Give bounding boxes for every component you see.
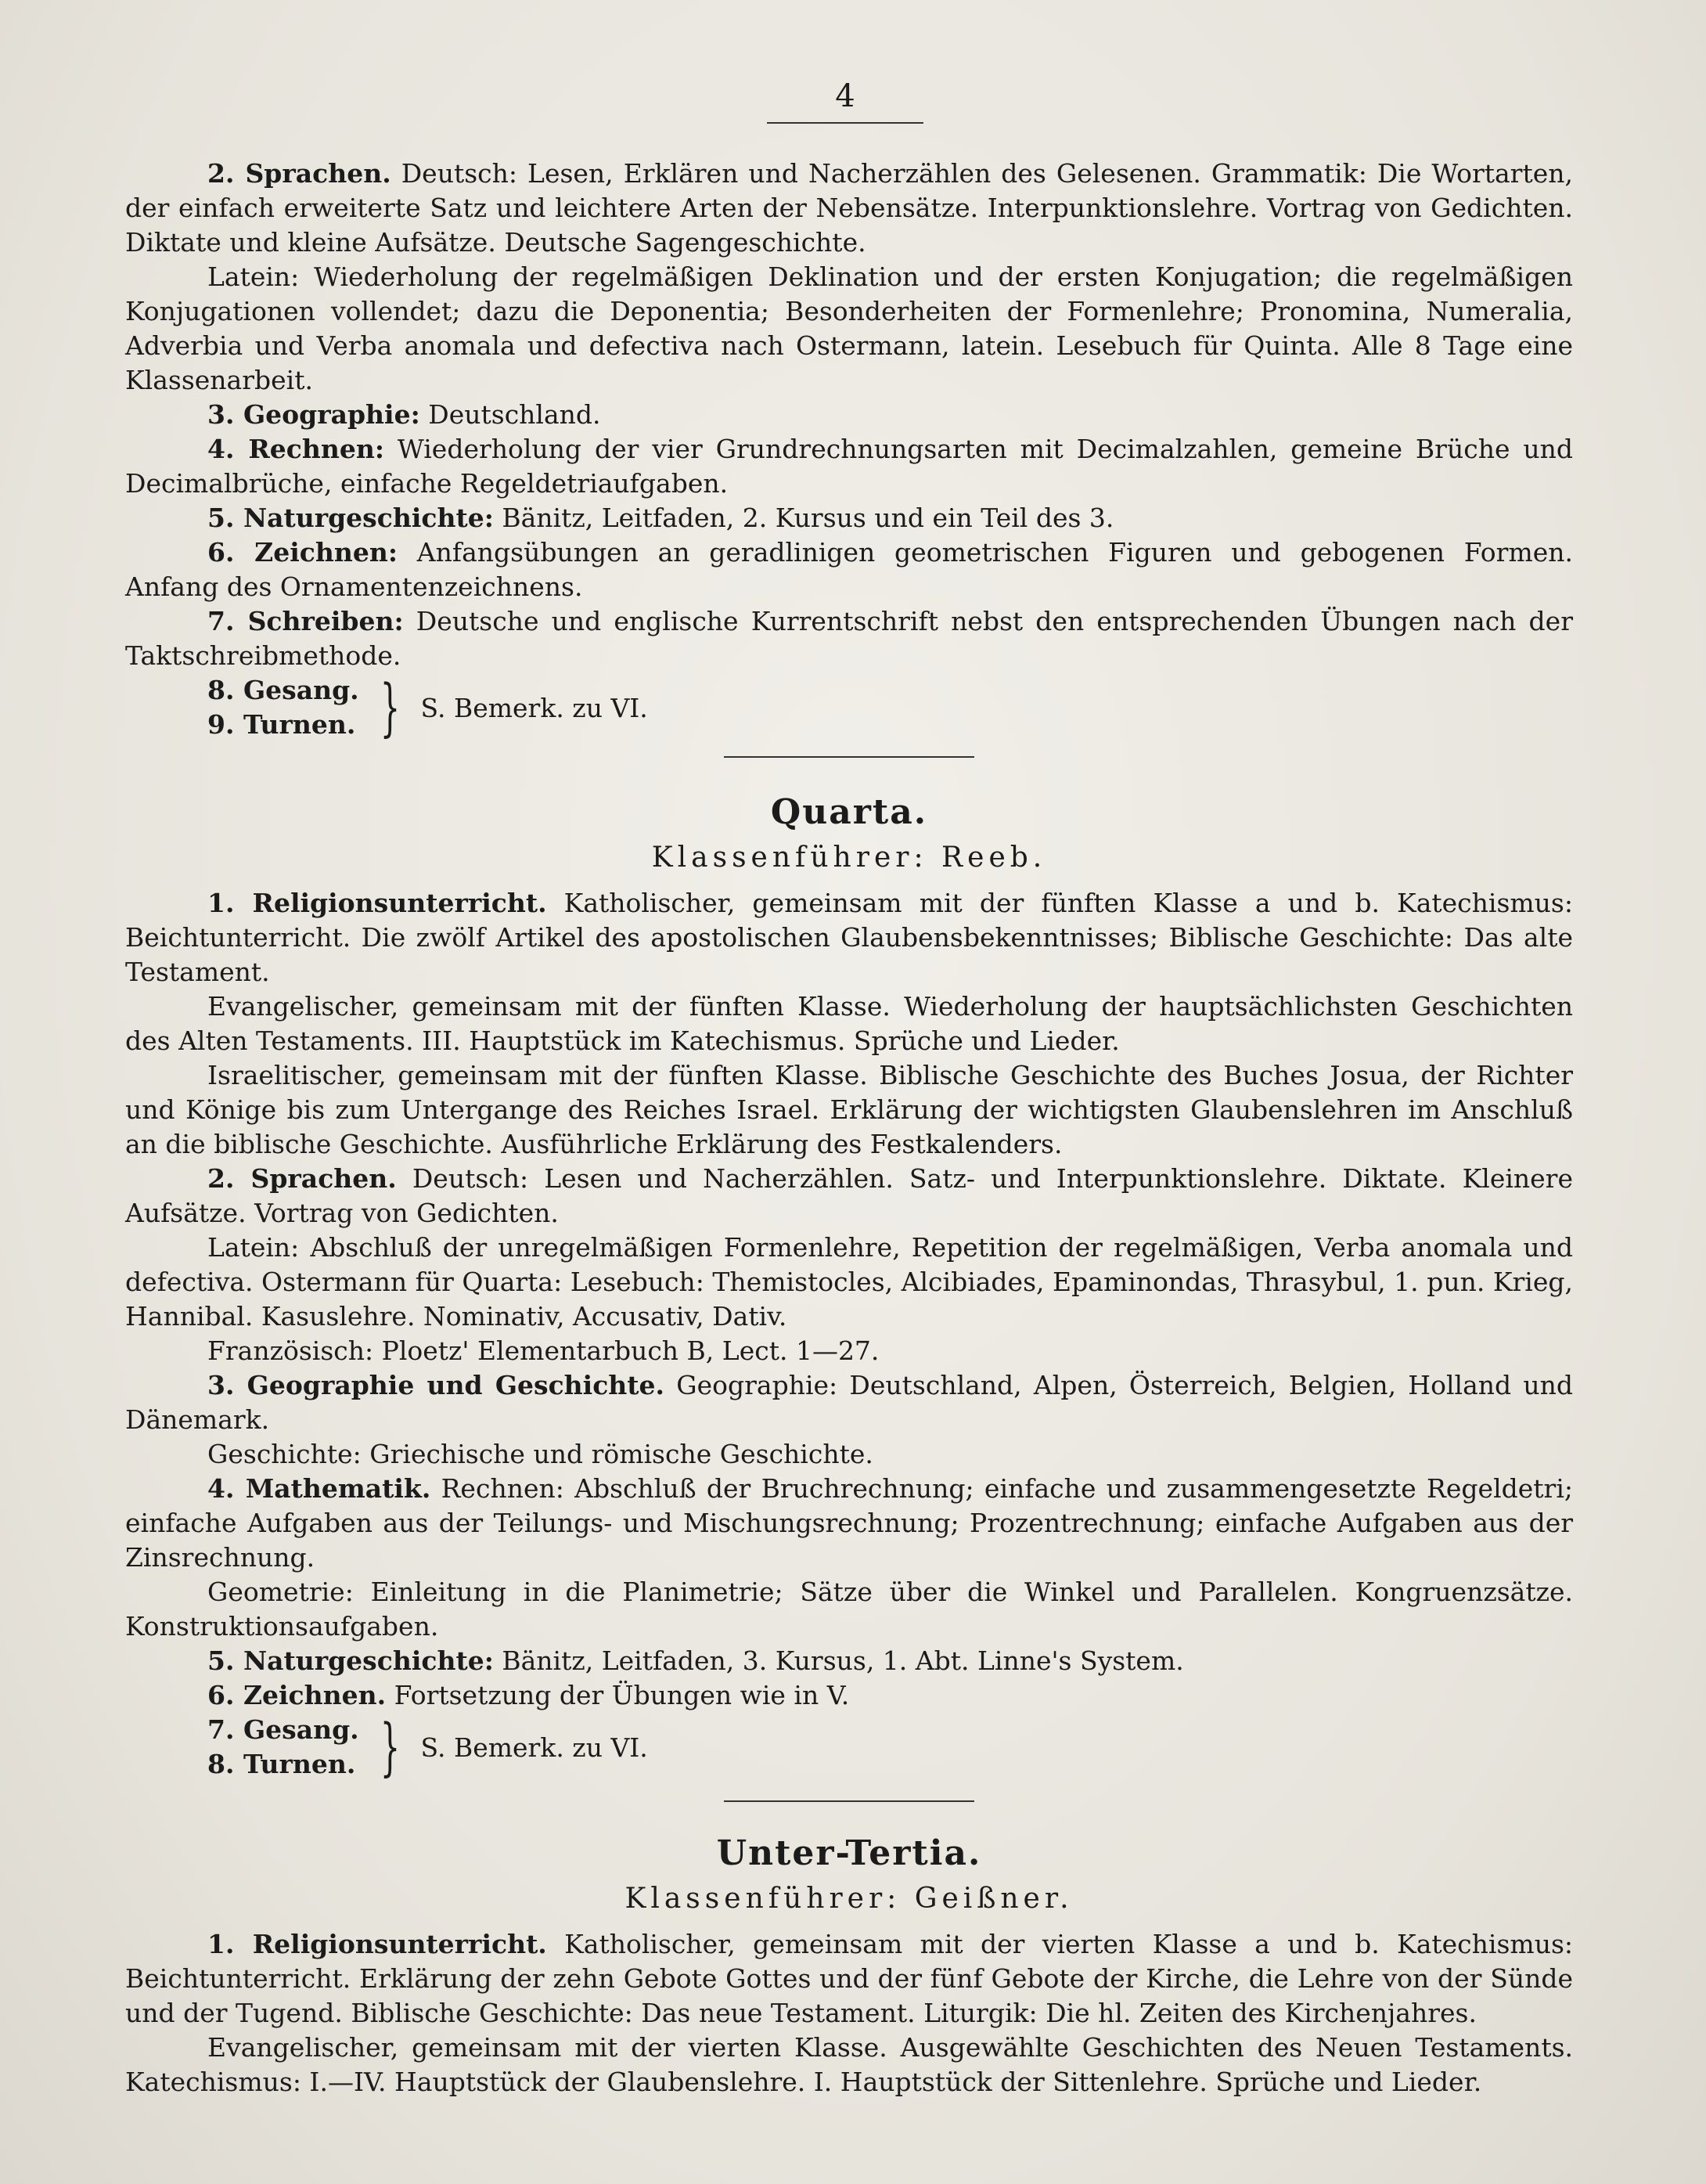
paragraph-text: Deutschland.: [419, 399, 601, 430]
paragraph: [125, 1644, 1573, 1678]
paragraph-text: Katholischer, gemeinsam mit der vierten Klasse a und b. Katechismus: Beichtunterricht. Erklärung der zehn Gebote Gottes und der fünf Gebote der Kirche, die Lehre von der Sünde und der Tugend. Biblische Geschichte: Das neue Testament. Liturgik: Die hl. Zeiten des Kirchenjahres.: [125, 1929, 1573, 2028]
brace-item: 8. Turnen.: [207, 1749, 356, 1779]
section-divider: [724, 756, 974, 758]
paragraph-label: 4. Rechnen:: [207, 434, 385, 464]
paragraph-text: Israelitischer, gemeinsam mit der fünften Klasse. Biblische Geschichte des Buches Josua, der Richter und Könige bis zum Untergange des Reiches Israel. Erklärung der wichtigsten Glaubenslehren im Anschluß an die biblische Geschichte. Ausführliche Erklärung des Festkalenders.: [125, 1060, 1573, 1159]
brace-item: 9. Turnen.: [207, 709, 356, 740]
paragraph-text: Rechnen: Abschluß der Bruchrechnung; einfache und zusammengesetzte Regeldetri; einfache Aufgaben aus der Teilungs- und Mischungsrechnung; Prozentrechnung; einfache Aufgaben aus der Zinsrechnung.: [125, 1473, 1574, 1573]
paragraph-text: Katholischer, gemeinsam mit der fünften Klasse a und b. Katechismus: Beichtunterricht. Die zwölf Artikel des apostolischen Glaubensbekenntnisses; Biblische Geschichte: Das alte Testament.: [125, 888, 1573, 987]
paragraph-label: 1. Religionsunterricht.: [207, 888, 547, 918]
paragraph-text: Bänitz, Leitfaden, 3. Kursus, 1. Abt. Linne's System.: [493, 1645, 1184, 1676]
paragraph-text: Evangelischer, gemeinsam mit der vierten Klasse. Ausgewählte Geschichten des Neuen Testaments. Katechismus: I.—IV. Hauptstück der Glaubenslehre. I. Hauptstück der Sittenlehre. Sprüche und Lieder.: [125, 2032, 1573, 2097]
paragraph: [125, 398, 1573, 432]
paragraph-label: 1. Religionsunterricht.: [207, 1929, 547, 1959]
paragraph-text: Anfangsübungen an geradlinigen geometrischen Figuren und gebogenen Formen. Anfang des Ornamentenzeichnens.: [125, 537, 1574, 602]
paragraph-text: Deutsch: Lesen, Erklären und Nacherzählen des Gelesenen. Grammatik: Die Wortarten, der einfach erweiterte Satz und leichtere Arten der Nebensätze. Interpunktionslehre. Vortrag von Gedichten. Diktate und kleine Aufsätze. Deutsche Sagengeschichte.: [125, 158, 1573, 258]
paragraph-label: 6. Zeichnen.: [207, 1680, 387, 1710]
quarta-section: [125, 789, 1573, 1782]
paragraph: [125, 604, 1573, 673]
paragraph-text: Geometrie: Einleitung in die Planimetrie; Sätze über die Winkel und Parallelen. Kongruenzsätze. Konstruktionsaufgaben.: [125, 1577, 1573, 1642]
paragraph: [125, 1162, 1573, 1231]
paragraph: [125, 157, 1573, 260]
paragraph: [125, 1472, 1573, 1575]
paragraph-text: Deutsch: Lesen und Nacherzählen. Satz- und Interpunktionslehre. Diktate. Kleinere Aufsätze. Vortrag von Gedichten.: [125, 1163, 1573, 1228]
paragraph: [125, 1927, 1573, 2031]
paragraph-label: 2. Sprachen.: [207, 158, 391, 189]
brace-icon: }: [380, 1710, 400, 1783]
paragraph: [125, 501, 1573, 535]
paragraph: [125, 886, 1573, 989]
paragraph-label: 3. Geographie und Geschichte.: [207, 1370, 665, 1400]
brace-item: 8. Gesang.: [207, 675, 359, 705]
paragraph-text: Fortsetzung der Übungen wie in V.: [386, 1680, 850, 1710]
paragraph: [125, 1334, 1573, 1368]
paragraph-label: 7. Schreiben:: [207, 606, 404, 636]
paragraph-text: Deutsche und englische Kurrentschrift nebst den entsprechenden Übungen nach der Taktschreibmethode.: [125, 606, 1573, 671]
section-subtitle: Klassenführer: Reeb.: [651, 842, 1047, 874]
brace-icon: }: [380, 671, 400, 744]
brace-text: S. Bemerk. zu VI.: [420, 1732, 648, 1763]
paragraph: [125, 1231, 1573, 1334]
paragraph: [125, 1058, 1573, 1162]
paragraph-text: Wiederholung der vier Grundrechnungsarten mit Decimalzahlen, gemeine Brüche und Decimalbrüche, einfache Regeldetriaufgaben.: [125, 434, 1573, 499]
paragraph-label: 4. Mathematik.: [207, 1473, 431, 1504]
paragraph: [125, 535, 1573, 604]
untertertia-section: [125, 1830, 1573, 2099]
paragraph-text: Latein: Wiederholung der regelmäßigen Deklination und der ersten Konjugation; die regelmäßigen Konjugationen vollendet; dazu die Deponentia; Besonderheiten der Formenlehre; Pronomina, Numeralia, Adverbia und Verba anomala und defectiva nach Ostermann, latein. Lesebuch für Quinta. Alle 8 Tage eine Klassenarbeit.: [125, 261, 1573, 395]
paragraph-text: Französisch: Ploetz' Elementarbuch B, Lect. 1—27.: [207, 1335, 880, 1366]
paragraph-label: 2. Sprachen.: [207, 1163, 397, 1194]
paragraph: [125, 432, 1573, 501]
brace-group: [207, 1710, 1573, 1783]
paragraph-label: 3. Geographie:: [207, 399, 420, 430]
brace-item: 7. Gesang.: [207, 1714, 359, 1745]
paragraph: [125, 1368, 1573, 1437]
paragraph: [125, 989, 1573, 1058]
section-subtitle: Klassenführer: Geißner.: [624, 1883, 1074, 1915]
paragraph-text: Bänitz, Leitfaden, 2. Kursus und ein Teil des 3.: [493, 503, 1114, 533]
paragraph: [125, 1678, 1573, 1713]
page-number: 4: [767, 78, 923, 124]
paragraph-text: Geschichte: Griechische und römische Geschichte.: [207, 1439, 873, 1469]
paragraph-label: 5. Naturgeschichte:: [207, 1645, 494, 1676]
paragraph-text: Geographie: Deutschland, Alpen, Österreich, Belgien, Holland und Dänemark.: [125, 1370, 1573, 1435]
paragraph-text: Latein: Abschluß der unregelmäßigen Formenlehre, Repetition der regelmäßigen, Verba anomala und defectiva. Ostermann für Quarta: Lesebuch: Themistocles, Alcibiades, Epaminondas, Thrasybul, 1. pun. Krieg, Hannibal. Kasuslehre. Nominativ, Accusativ, Dativ.: [125, 1232, 1573, 1332]
brace-text: S. Bemerk. zu VI.: [420, 692, 648, 723]
paragraph: [125, 1437, 1573, 1472]
section-title: Quarta.: [770, 792, 928, 832]
paragraph: [125, 2031, 1573, 2099]
brace-group: [207, 673, 1573, 742]
paragraph-text: Evangelischer, gemeinsam mit der fünften Klasse. Wiederholung der hauptsächlichsten Geschichten des Alten Testaments. III. Hauptstück im Katechismus. Sprüche und Lieder.: [125, 991, 1573, 1056]
paragraph-label: 6. Zeichnen:: [207, 537, 398, 568]
paragraph: [125, 260, 1573, 398]
section-title: Unter-Tertia.: [716, 1833, 982, 1873]
top-section: [125, 157, 1573, 742]
paragraph: [125, 1575, 1573, 1644]
paragraph-label: 5. Naturgeschichte:: [207, 503, 494, 533]
section-divider: [724, 1800, 974, 1802]
